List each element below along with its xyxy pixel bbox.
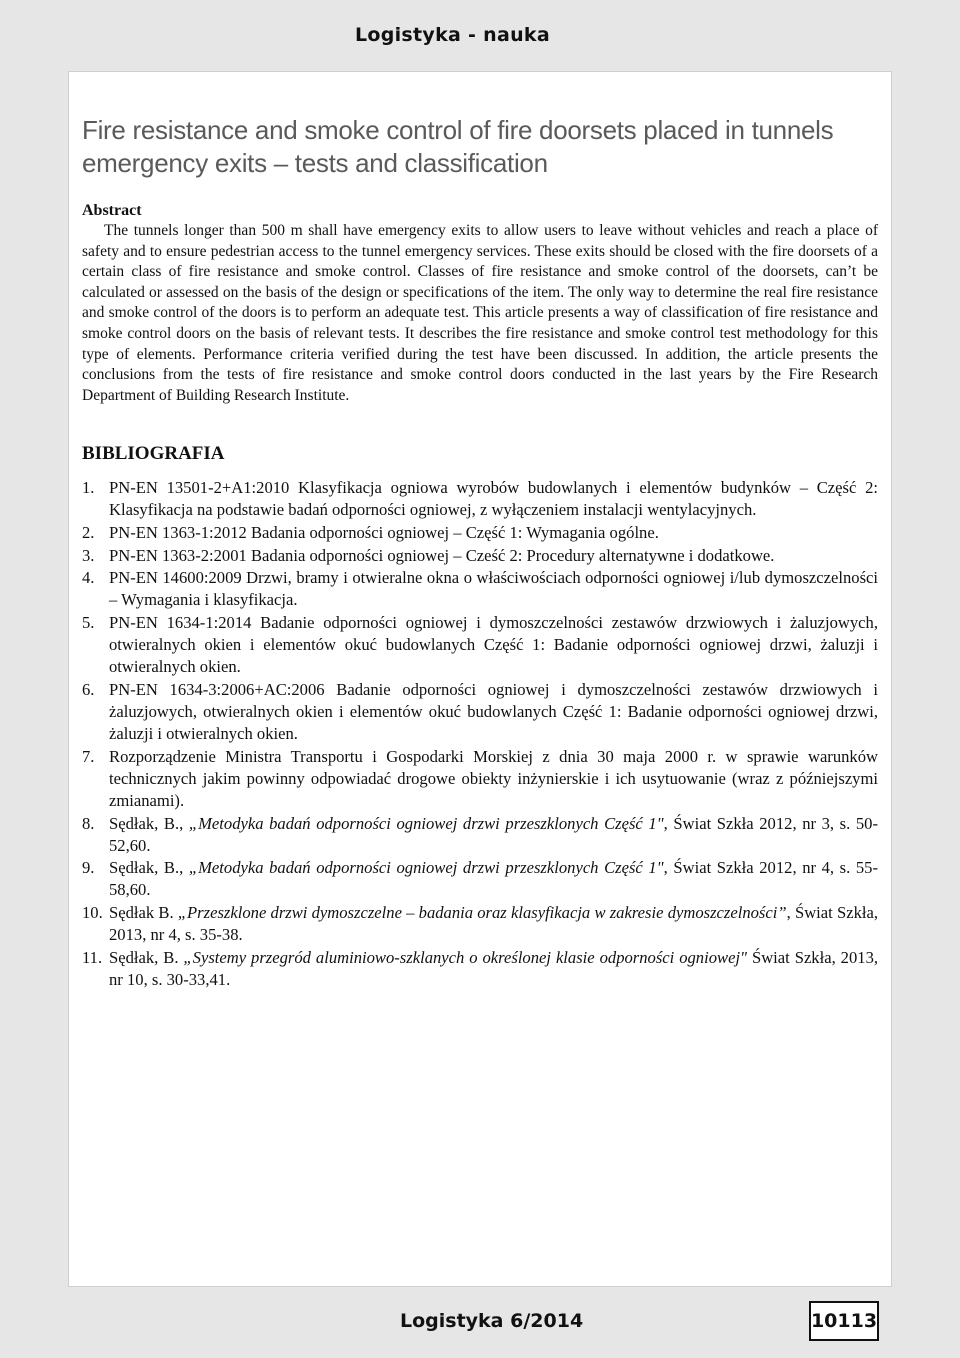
bibliography-item-text	[109, 948, 878, 989]
bibliography-item-number: 3.	[82, 545, 95, 565]
bibliography-item	[82, 947, 878, 991]
bibliography-item-text	[109, 546, 774, 565]
bibliography-item-source: , Świat Szkła, 2013, nr 4, s. 35-38.	[109, 903, 878, 945]
bibliography-item	[82, 902, 878, 946]
bibliography-item	[82, 567, 878, 611]
bibliography-item-reference: Sędłak, B.	[109, 947, 184, 967]
bibliography-item-reference: PN-EN 13501-2+A1:2010 Klasyfikacja ogniowa wyrobów budowlanych i elementów budynków – Część 2: Klasyfikacja na podstawie badań odporności ogniowej, z wyłączeniem instalacji wentylacyjnych.	[109, 478, 878, 519]
article-title-line-2: emergency exits – tests and classification	[82, 148, 548, 178]
bibliography-item	[82, 612, 878, 678]
page-number: 10113	[810, 1310, 878, 1332]
bibliography-item-title: „Przeszklone drzwi dymoszczelne – badania oraz klasyfikacja w zakresie dymoszczelności”	[177, 903, 787, 923]
page-number-box	[809, 1301, 879, 1341]
bibliography-item-text	[109, 903, 878, 944]
bibliography-item-number: 9.	[82, 858, 95, 878]
bibliography-item-reference: PN-EN 1363-1:2012 Badania odporności ogniowej – Część 1: Wymagania ogólne.	[109, 522, 659, 542]
journal-issue-footer: Logistyka 6/2014	[400, 1310, 584, 1332]
bibliography-item	[82, 522, 878, 544]
bibliography-item-title: „Metodyka badań odporności ogniowej drzwi przeszklonych Część 1"	[188, 858, 664, 878]
bibliography-item-reference: Sędłak, B.,	[109, 813, 189, 833]
bibliography-item-text	[109, 613, 878, 676]
bibliography-item-number: 8.	[82, 813, 95, 833]
bibliography-item-reference: PN-EN 1363-2:2001 Badania odporności ogniowej – Cześć 2: Procedury alternatywne i dodatkowe.	[109, 545, 775, 565]
abstract-heading: Abstract	[82, 202, 142, 219]
bibliography-item	[82, 857, 878, 901]
bibliography-item-number: 5.	[82, 613, 95, 633]
bibliography-item	[82, 746, 878, 812]
bibliography-item-text	[109, 858, 878, 899]
bibliography-item	[82, 813, 878, 857]
bibliography-heading: BIBLIOGRAFIA	[82, 443, 225, 464]
article-title	[82, 114, 882, 180]
bibliography-item-reference: Rozporządzenie Ministra Transportu i Gospodarki Morskiej z dnia 30 maja 2000 r. w sprawie warunków technicznych jakim powinny odpowiadać drogowe obiekty inżynierskie i ich usytuowanie (wraz z późniejszymi zmianami).	[109, 746, 878, 810]
bibliography-item-number: 11.	[82, 947, 103, 967]
bibliography-item-reference: Sędłak B.	[109, 903, 178, 923]
bibliography-item-number: 1.	[82, 478, 95, 497]
bibliography-item-reference: PN-EN 14600:2009 Drzwi, bramy i otwieralne okna o właściwościach odporności ogniowej i/lub dymoszczelności – Wymagania i klasyfikacja.	[109, 568, 878, 610]
bibliography-item-reference: PN-EN 1634-3:2006+AC:2006 Badanie odporności ogniowej i dymoszczelności zestawów drzwiowych i żaluzjowych, otwieralnych okien i elementów okuć budowlanych Część 1: Badanie odporności ogniowej drzwi, żaluzji i otwieralnych okien.	[109, 679, 878, 743]
abstract-text: The tunnels longer than 500 m shall have emergency exits to allow users to leave without vehicles and reach a place of safety and to ensure pedestrian access to the tunnel emergency services. These exits should be closed with the fire doorsets of a certain class of fire resistance and smoke control. Classes of fire resistance and smoke control of the doorsets, can’t be calculated or assessed on the basis of the design or specifications of the item. The only way to determine the real fire resistance and smoke control of the doors is to perform an adequate test. This article presents a way of classification of fire resistance and smoke control doors on the basis of relevant tests. It describes the fire resistance and smoke control test methodology for this type of elements. Performance criteria verified during the test have been discussed. In addition, the article presents the conclusions from the tests of fire resistance and smoke control doors conducted in the last years by the Fire Research Department of Building Research Institute.	[82, 222, 878, 404]
section-header: Logistyka - nauka	[354, 24, 550, 46]
bibliography-item-title: „Systemy przegród aluminiowo-szklanych o określonej klasie odporności ogniowej"	[183, 947, 748, 967]
bibliography-item-number: 2.	[82, 522, 95, 542]
bibliography-item	[82, 545, 878, 567]
bibliography-item-text	[109, 523, 659, 542]
bibliography-item	[82, 477, 878, 521]
bibliography-item-text	[109, 478, 878, 519]
bibliography-item-number: 7.	[82, 746, 95, 766]
bibliography-item-reference: PN-EN 1634-1:2014 Badanie odporności ogniowej i dymoszczelności zestawów drzwiowych i żaluzjowych, otwieralnych okien i elementów okuć budowlanych Część 1: Badanie odporności ogniowej drzwi, żaluzji i otwieralnych okien.	[109, 613, 878, 677]
bibliography-item-source: , Świat Szkła 2012, nr 3, s. 50-52,60.	[109, 813, 878, 855]
bibliography-item-title: „Metodyka badań odporności ogniowej drzwi przeszklonych Część 1"	[188, 813, 664, 833]
bibliography-item-text	[109, 747, 878, 810]
bibliography-item-text	[109, 680, 878, 743]
bibliography-item-source: Świat Szkła, 2013, nr 10, s. 30-33,41.	[109, 947, 879, 989]
bibliography-list	[82, 477, 878, 992]
bibliography-item-number: 10.	[82, 903, 103, 923]
bibliography-item-text	[109, 814, 878, 855]
bibliography-item-source: , Świat Szkła 2012, nr 4, s. 55-58,60.	[109, 858, 878, 900]
article-title-line-1: Fire resistance and smoke control of fire doorsets placed in tunnels	[82, 115, 834, 145]
bibliography-item	[82, 679, 878, 745]
bibliography-item-number: 6.	[82, 679, 95, 699]
bibliography-item-text	[109, 568, 878, 609]
bibliography-item-reference: Sędłak, B.,	[109, 858, 189, 878]
bibliography-item-number: 4.	[82, 568, 95, 588]
